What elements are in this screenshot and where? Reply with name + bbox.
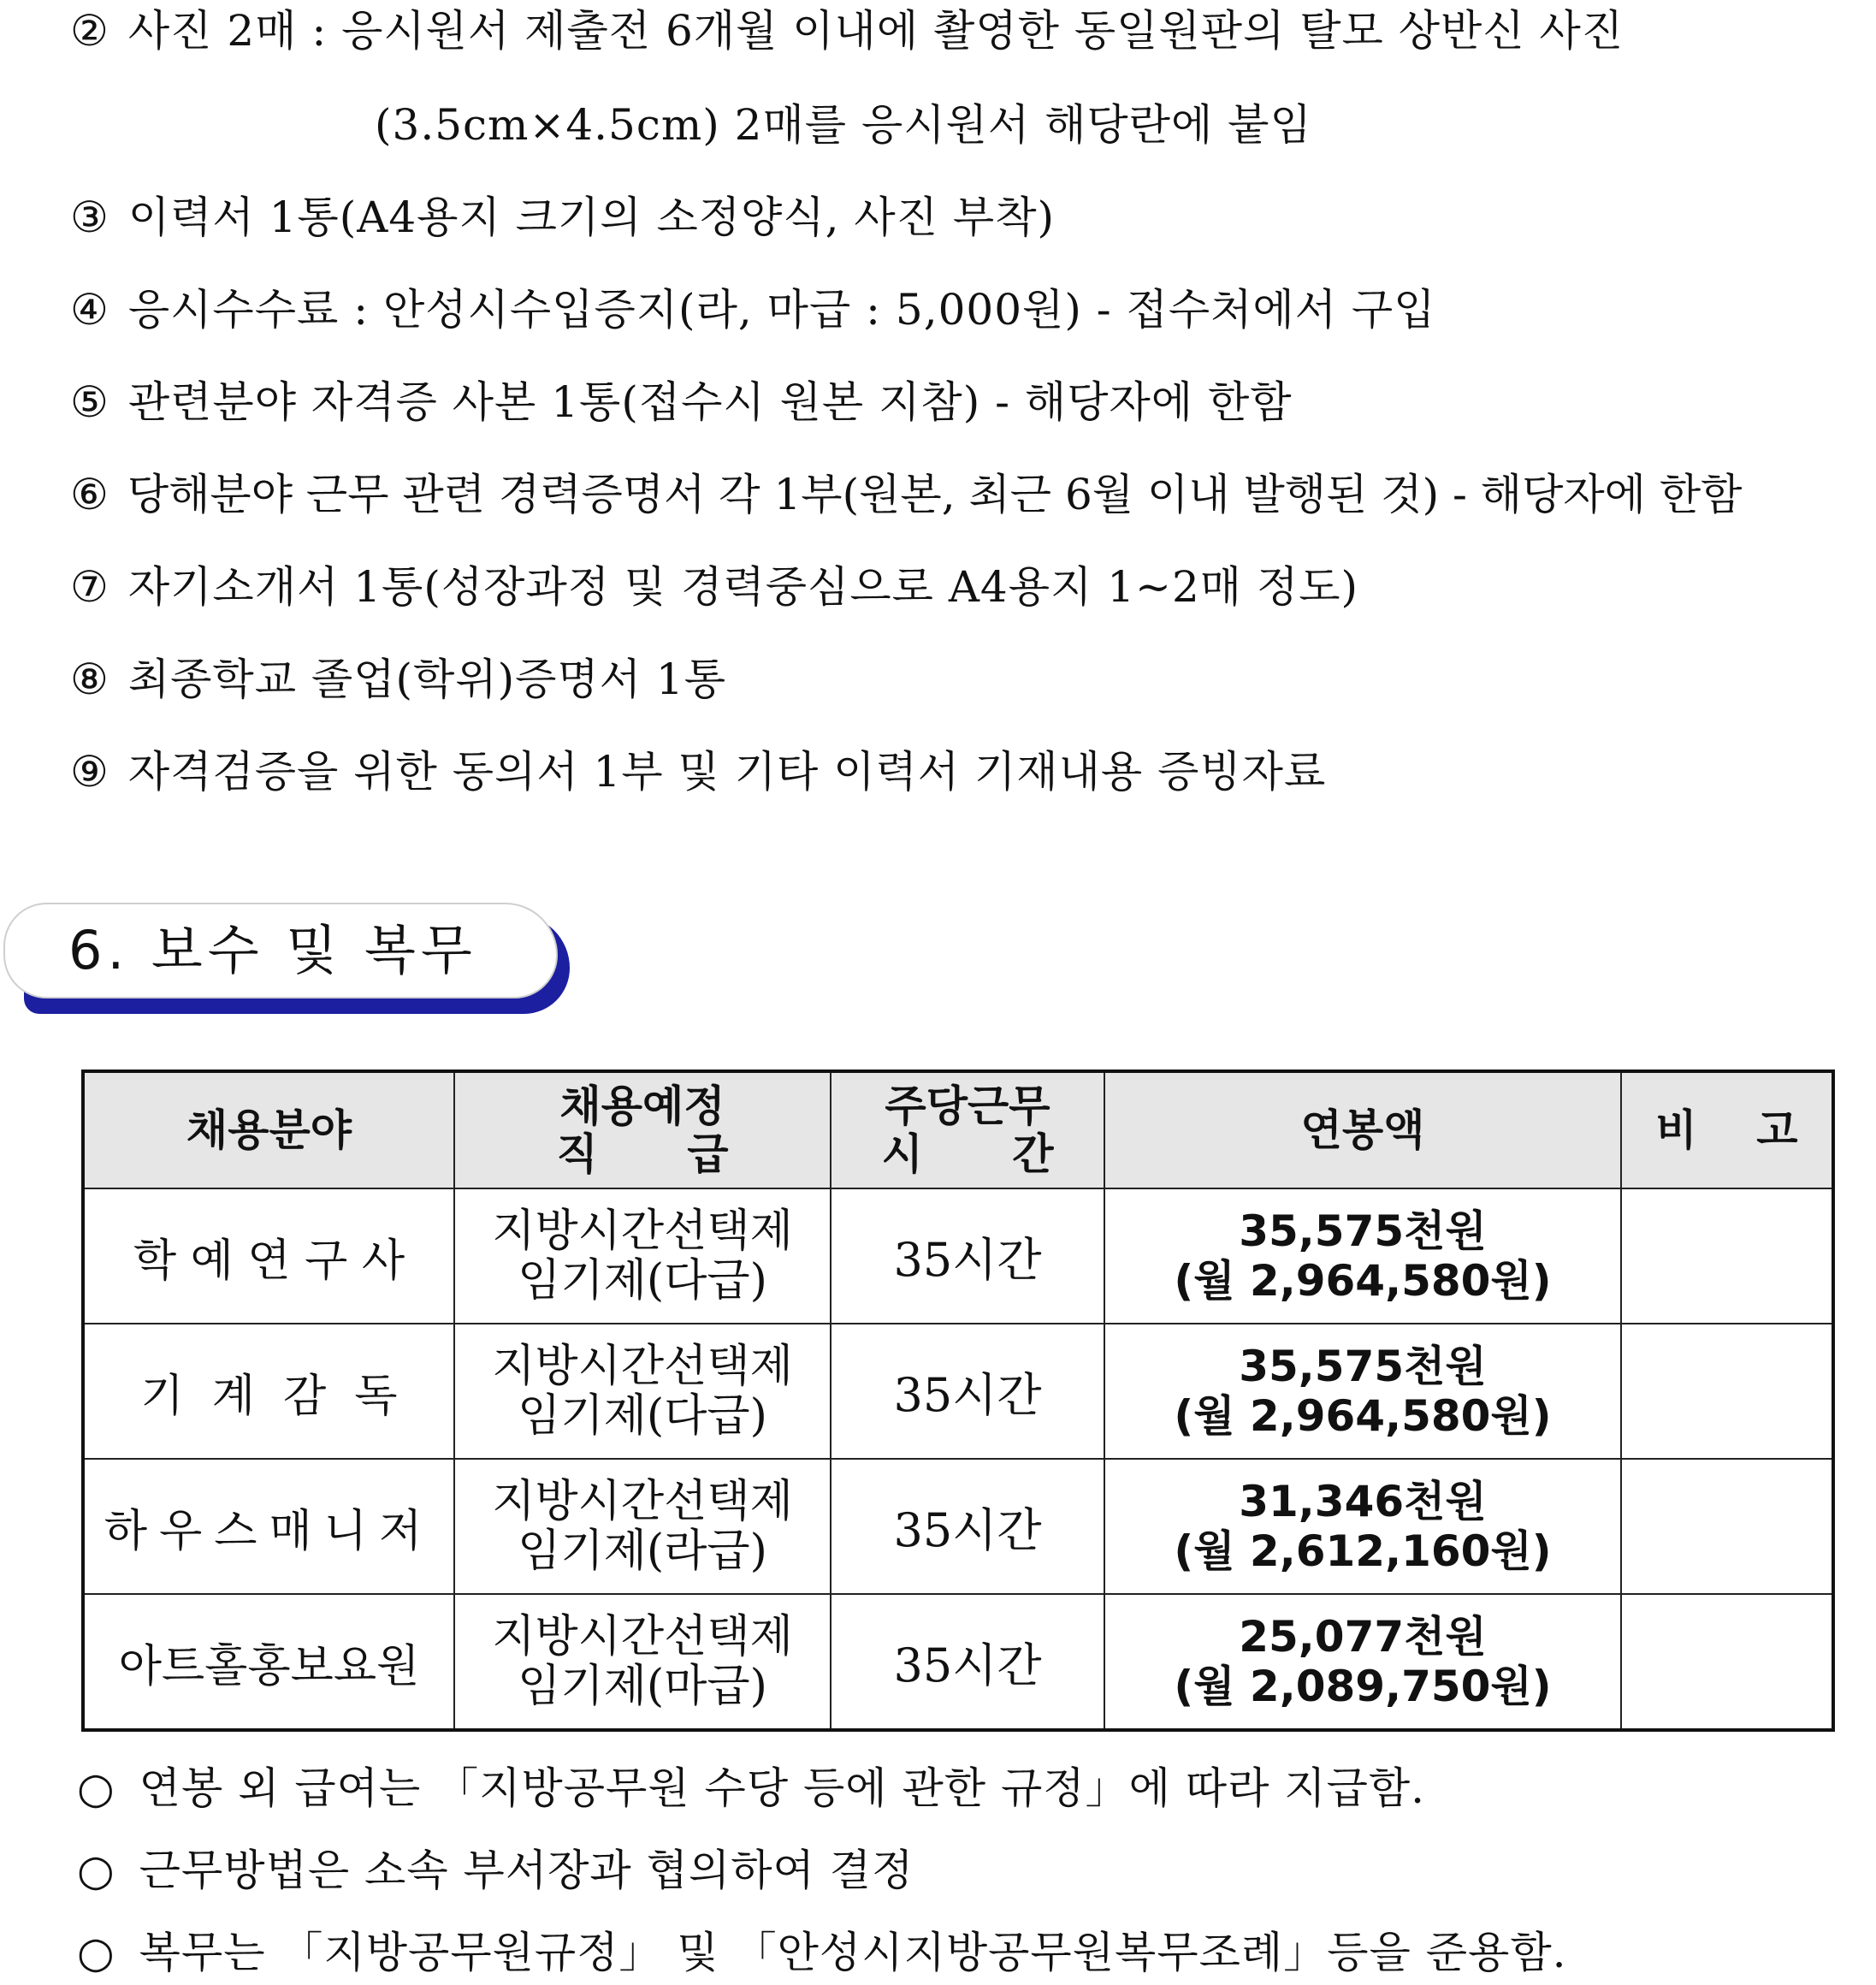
- header-hours-line1: 주당근무: [885, 1081, 1050, 1131]
- header-hours: [831, 1071, 1104, 1188]
- note-text: 연봉 외 급여는 「지방공무원 수당 등에 관한 규정」에 따라 지급함.: [139, 1763, 1426, 1813]
- cell-salary-annual: 25,077천원: [1239, 1612, 1487, 1662]
- note-text: 복무는 「지방공무원규정」 및 「안성시지방공무원복무조례」등을 준용함.: [139, 1928, 1567, 1977]
- header-salary: 연봉액: [1104, 1071, 1621, 1188]
- table-row: [83, 1188, 1833, 1324]
- table-row: [83, 1459, 1833, 1594]
- bullet-circle-icon: ○: [77, 1928, 115, 1977]
- item-text: 자기소개서 1통(성장과정 및 경력중심으로 A4용지 1~2매 정도): [127, 562, 1359, 612]
- cell-salary-monthly: (월 2,089,750원): [1174, 1662, 1552, 1711]
- table-row: [83, 1324, 1833, 1459]
- note-item: [77, 1763, 1425, 1814]
- requirement-item-2-continued: [375, 99, 1312, 151]
- cell-salary: [1104, 1188, 1621, 1324]
- item-marker: ③: [70, 193, 109, 242]
- table-header-row: [83, 1071, 1833, 1188]
- item-text: (3.5cm×4.5cm) 2매를 응시원서 해당란에 붙임: [375, 100, 1312, 150]
- item-marker: ⑨: [70, 747, 109, 797]
- requirement-item-4: [70, 284, 1436, 335]
- header-grade: [454, 1071, 831, 1188]
- table-row: [83, 1594, 1833, 1730]
- item-marker: ②: [70, 6, 109, 56]
- cell-salary-annual: 31,346천원: [1239, 1477, 1487, 1526]
- requirement-item-6: [70, 469, 1742, 520]
- cell-salary-annual: 35,575천원: [1239, 1342, 1487, 1391]
- note-item: [77, 1927, 1567, 1978]
- header-grade-line1: 채용예정: [559, 1081, 725, 1131]
- cell-grade-line2: 임기제(다급): [518, 1255, 767, 1307]
- item-marker: ⑧: [70, 655, 109, 704]
- item-text: 관련분야 자격증 사본 1통(접수시 원본 지참) - 해당자에 한함: [127, 377, 1293, 427]
- cell-grade-line1: 지방시간선택제: [492, 1341, 793, 1392]
- note-item: [77, 1845, 914, 1896]
- cell-hours: 35시간: [831, 1594, 1104, 1730]
- cell-grade-line1: 지방시간선택제: [492, 1476, 793, 1527]
- cell-grade-line2: 임기제(마급): [518, 1661, 767, 1712]
- item-marker: ⑦: [70, 562, 109, 612]
- cell-remarks: [1621, 1459, 1833, 1594]
- bullet-circle-icon: ○: [77, 1763, 115, 1813]
- item-text: 당해분야 근무 관련 경력증명서 각 1부(원본, 최근 6월 이내 발행된 것) - 해당자에 한함: [127, 470, 1743, 519]
- requirement-item-8: [70, 654, 726, 705]
- header-hours-line2: 시 간: [881, 1129, 1054, 1179]
- header-grade-line2: 직 급: [556, 1129, 729, 1179]
- section-title: 6. 보수 및 복무: [68, 919, 477, 981]
- cell-remarks: [1621, 1594, 1833, 1730]
- item-text: 최종학교 졸업(학위)증명서 1통: [127, 655, 727, 704]
- requirement-item-5: [70, 376, 1293, 428]
- requirement-item-7: [70, 561, 1358, 613]
- cell-salary: [1104, 1594, 1621, 1730]
- cell-salary: [1104, 1324, 1621, 1459]
- cell-grade: [454, 1459, 831, 1594]
- item-text: 사진 2매 : 응시원서 제출전 6개월 이내에 촬영한 동일원판의 탈모 상반신 사진: [127, 6, 1624, 56]
- cell-hours: 35시간: [831, 1459, 1104, 1594]
- requirement-item-9: [70, 746, 1326, 797]
- cell-field: 하우스매니저: [83, 1459, 454, 1594]
- cell-grade: [454, 1594, 831, 1730]
- cell-grade-line2: 임기제(라급): [518, 1526, 767, 1577]
- cell-remarks: [1621, 1188, 1833, 1324]
- item-text: 자격검증을 위한 동의서 1부 및 기타 이력서 기재내용 증빙자료: [127, 747, 1327, 797]
- header-field: 채용분야: [83, 1071, 454, 1188]
- cell-salary-monthly: (월 2,964,580원): [1174, 1256, 1552, 1306]
- cell-salary-monthly: (월 2,964,580원): [1174, 1391, 1552, 1441]
- cell-remarks: [1621, 1324, 1833, 1459]
- cell-grade-line2: 임기제(다급): [518, 1390, 767, 1442]
- item-text: 이력서 1통(A4용지 크기의 소정양식, 사진 부착): [127, 193, 1056, 242]
- cell-hours: 35시간: [831, 1188, 1104, 1324]
- note-text: 근무방법은 소속 부서장과 협의하여 결정: [139, 1846, 914, 1895]
- cell-salary-annual: 35,575천원: [1239, 1206, 1487, 1256]
- item-marker: ④: [70, 285, 109, 335]
- cell-hours: 35시간: [831, 1324, 1104, 1459]
- bullet-circle-icon: ○: [77, 1846, 115, 1895]
- cell-grade-line1: 지방시간선택제: [492, 1611, 793, 1662]
- requirement-item-2: [70, 5, 1624, 56]
- item-text: 응시수수료 : 안성시수입증지(라, 마급 : 5,000원) - 접수처에서 구입: [127, 285, 1436, 335]
- requirement-item-3: [70, 192, 1055, 243]
- pay-table: [81, 1070, 1835, 1732]
- cell-field: 기 계 감 독: [83, 1324, 454, 1459]
- header-remarks: 비 고: [1621, 1071, 1833, 1188]
- cell-salary-monthly: (월 2,612,160원): [1174, 1526, 1552, 1576]
- cell-grade: [454, 1188, 831, 1324]
- cell-field: 아트홀홍보요원: [83, 1594, 454, 1730]
- item-marker: ⑤: [70, 377, 109, 427]
- cell-salary: [1104, 1459, 1621, 1594]
- item-marker: ⑥: [70, 470, 109, 519]
- cell-field: 학 예 연 구 사: [83, 1188, 454, 1324]
- section-heading-tab: [3, 903, 559, 1007]
- cell-grade-line1: 지방시간선택제: [492, 1206, 793, 1257]
- cell-grade: [454, 1324, 831, 1459]
